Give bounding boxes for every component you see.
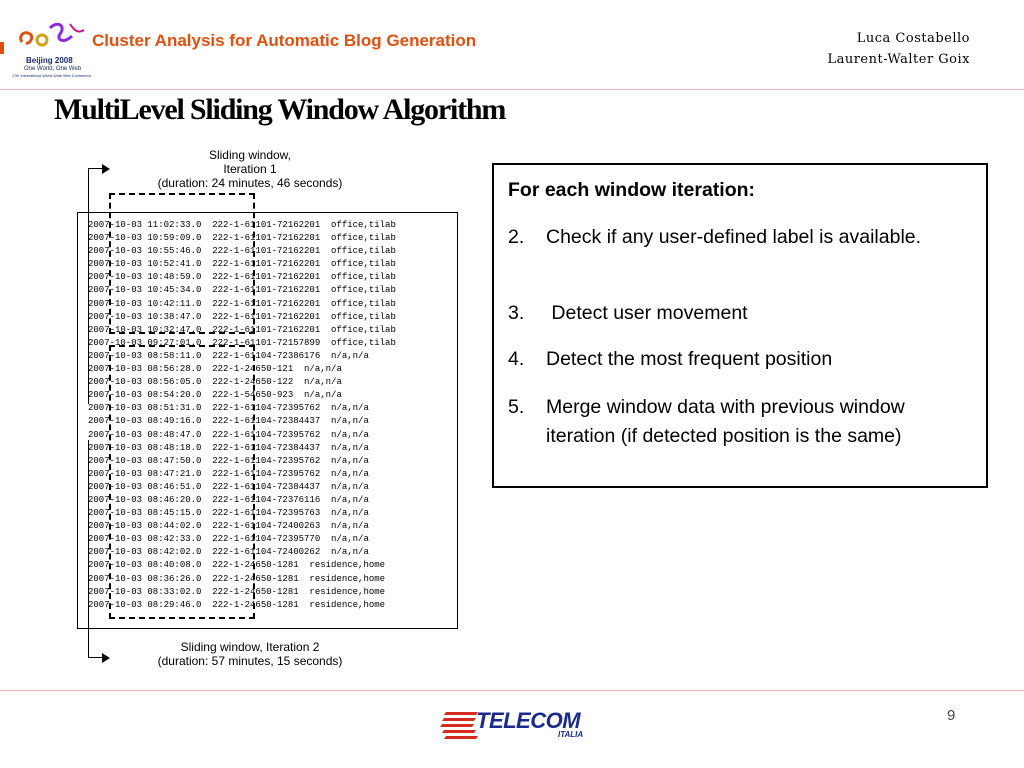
author-name: Laurent-Walter Goix (827, 52, 970, 67)
step-text: Merge window data with previous window iteration (if detected position is the same) (546, 396, 905, 447)
log-row: 2007-10-03 08:33:02.0 222-1-24650-1281 residence,home (88, 586, 386, 597)
telecom-stripes-icon (440, 706, 480, 742)
log-row: 2007-10-03 08:58:11.0 222-1-61104-72386176 n/a,n/a (88, 350, 369, 361)
steps-panel (492, 163, 988, 488)
log-row: 2007-10-03 08:44:02.0 222-1-61104-72400263 n/a,n/a (88, 521, 369, 532)
log-row: 2007-10-03 08:46:20.0 222-1-61104-72376116 n/a,n/a (88, 494, 369, 505)
log-row: 2007-10-03 08:40:08.0 222-1-24650-1281 residence,home (88, 560, 386, 571)
log-row: 2007-10-03 08:56:28.0 222-1-24650-121 n/a,n/a (88, 364, 342, 375)
slide-title: MultiLevel Sliding Window Algorithm (54, 93, 506, 126)
header-divider (0, 89, 1024, 90)
brand-name: TELECOM (476, 708, 581, 733)
footer-divider (0, 690, 1024, 691)
telecom-italia-logo (440, 706, 600, 742)
www2008-logo-icon (0, 10, 96, 58)
log-row: 2007-10-03 08:29:46.0 222-1-24650-1281 residence,home (88, 599, 386, 610)
logo-motto-text: One World, One Web (24, 66, 82, 72)
log-row: 2007-10-03 08:45:15.0 222-1-61104-72395763 n/a,n/a (88, 508, 369, 519)
arrow-right-icon (102, 164, 110, 174)
window2-label-line: (duration: 57 minutes, 15 seconds) (157, 654, 343, 668)
steps-heading: For each window iteration: (508, 179, 756, 201)
log-row: 2007-10-03 10:59:09.0 222-1-61101-72162201 office,tilab (88, 233, 396, 244)
log-row: 2007-10-03 09:27:01.0 222-1-61101-72157899 office,tilab (88, 337, 396, 348)
log-row: 2007-10-03 08:42:33.0 222-1-61104-72395770 n/a,n/a (88, 534, 369, 545)
page-number: 9 (947, 707, 956, 724)
log-row: 2007-10-03 08:47:21.0 222-1-61104-72395762 n/a,n/a (88, 468, 369, 479)
window1-label-line: Iteration 1 (223, 162, 277, 176)
log-row: 2007-10-03 10:45:34.0 222-1-61101-72162201 office,tilab (88, 285, 396, 296)
log-row: 2007-10-03 08:54:20.0 222-1-54650-923 n/a,n/a (88, 390, 342, 401)
log-row: 2007-10-03 10:48:59.0 222-1-61101-72162201 office,tilab (88, 272, 396, 283)
step-text: Detect user movement (546, 302, 748, 324)
log-row: 2007-10-03 10:55:46.0 222-1-61101-72162201 office,tilab (88, 246, 396, 257)
window1-selection (109, 193, 255, 334)
log-row: 2007-10-03 10:38:47.0 222-1-61101-72162201 office,tilab (88, 311, 396, 322)
step-text: Check if any user-defined label is available. (546, 226, 922, 248)
log-row: 2007-10-03 08:47:50.0 222-1-61104-72395762 n/a,n/a (88, 455, 369, 466)
step-number: 2. (508, 226, 525, 248)
log-row: 2007-10-03 10:32:47.0 222-1-61101-72162201 office,tilab (88, 324, 396, 335)
logo-conference-text: 17th International World Wide Web Conference (12, 74, 92, 78)
author-name: Luca Costabello (856, 31, 970, 46)
window2-bracket (88, 440, 108, 658)
step-number: 4. (508, 348, 525, 370)
log-row: 2007-10-03 11:02:33.0 222-1-61101-72162201 office,tilab (88, 220, 396, 230)
log-row: 2007-10-03 08:48:18.0 222-1-61104-72384437 n/a,n/a (88, 442, 369, 453)
step-number: 3. (508, 302, 525, 324)
log-row: 2007-10-03 08:42:02.0 222-1-61104-72400262 n/a,n/a (88, 547, 369, 558)
window2-selection (109, 345, 255, 619)
log-row: 2007-10-03 08:46:51.0 222-1-61104-72384437 n/a,n/a (88, 481, 369, 492)
log-row: 2007-10-03 08:51:31.0 222-1-61104-72395762 n/a,n/a (88, 403, 369, 414)
presentation-title: Cluster Analysis for Automatic Blog Generation (92, 31, 477, 50)
window2-label-line: Sliding window, Iteration 2 (180, 640, 320, 654)
log-row: 2007-10-03 08:36:26.0 222-1-24650-1281 residence,home (88, 573, 386, 584)
window1-label (120, 148, 380, 190)
window2-label (120, 640, 380, 668)
log-row: 2007-10-03 08:56:05.0 222-1-24650-122 n/a,n/a (88, 377, 342, 388)
log-row: 2007-10-03 08:48:47.0 222-1-61104-72395762 n/a,n/a (88, 429, 369, 440)
authors-block (827, 28, 970, 70)
window1-label-line: Sliding window, (208, 148, 292, 162)
arrow-right-icon (102, 653, 110, 663)
log-row: 2007-10-03 10:52:41.0 222-1-61101-72162201 office,tilab (88, 259, 396, 270)
logo-city-text: Beijing 2008 (26, 56, 73, 65)
log-row: 2007-10-03 08:49:16.0 222-1-61104-72384437 n/a,n/a (88, 416, 369, 427)
step-number: 5. (508, 396, 525, 418)
step-text: Detect the most frequent position (546, 348, 833, 370)
conference-logo (0, 10, 96, 82)
brand-sub: ITALIA (558, 730, 584, 739)
log-row: 2007-10-03 10:42:11.0 222-1-61101-72162201 office,tilab (88, 298, 396, 309)
window1-label-line: (duration: 24 minutes, 46 seconds) (157, 176, 343, 190)
